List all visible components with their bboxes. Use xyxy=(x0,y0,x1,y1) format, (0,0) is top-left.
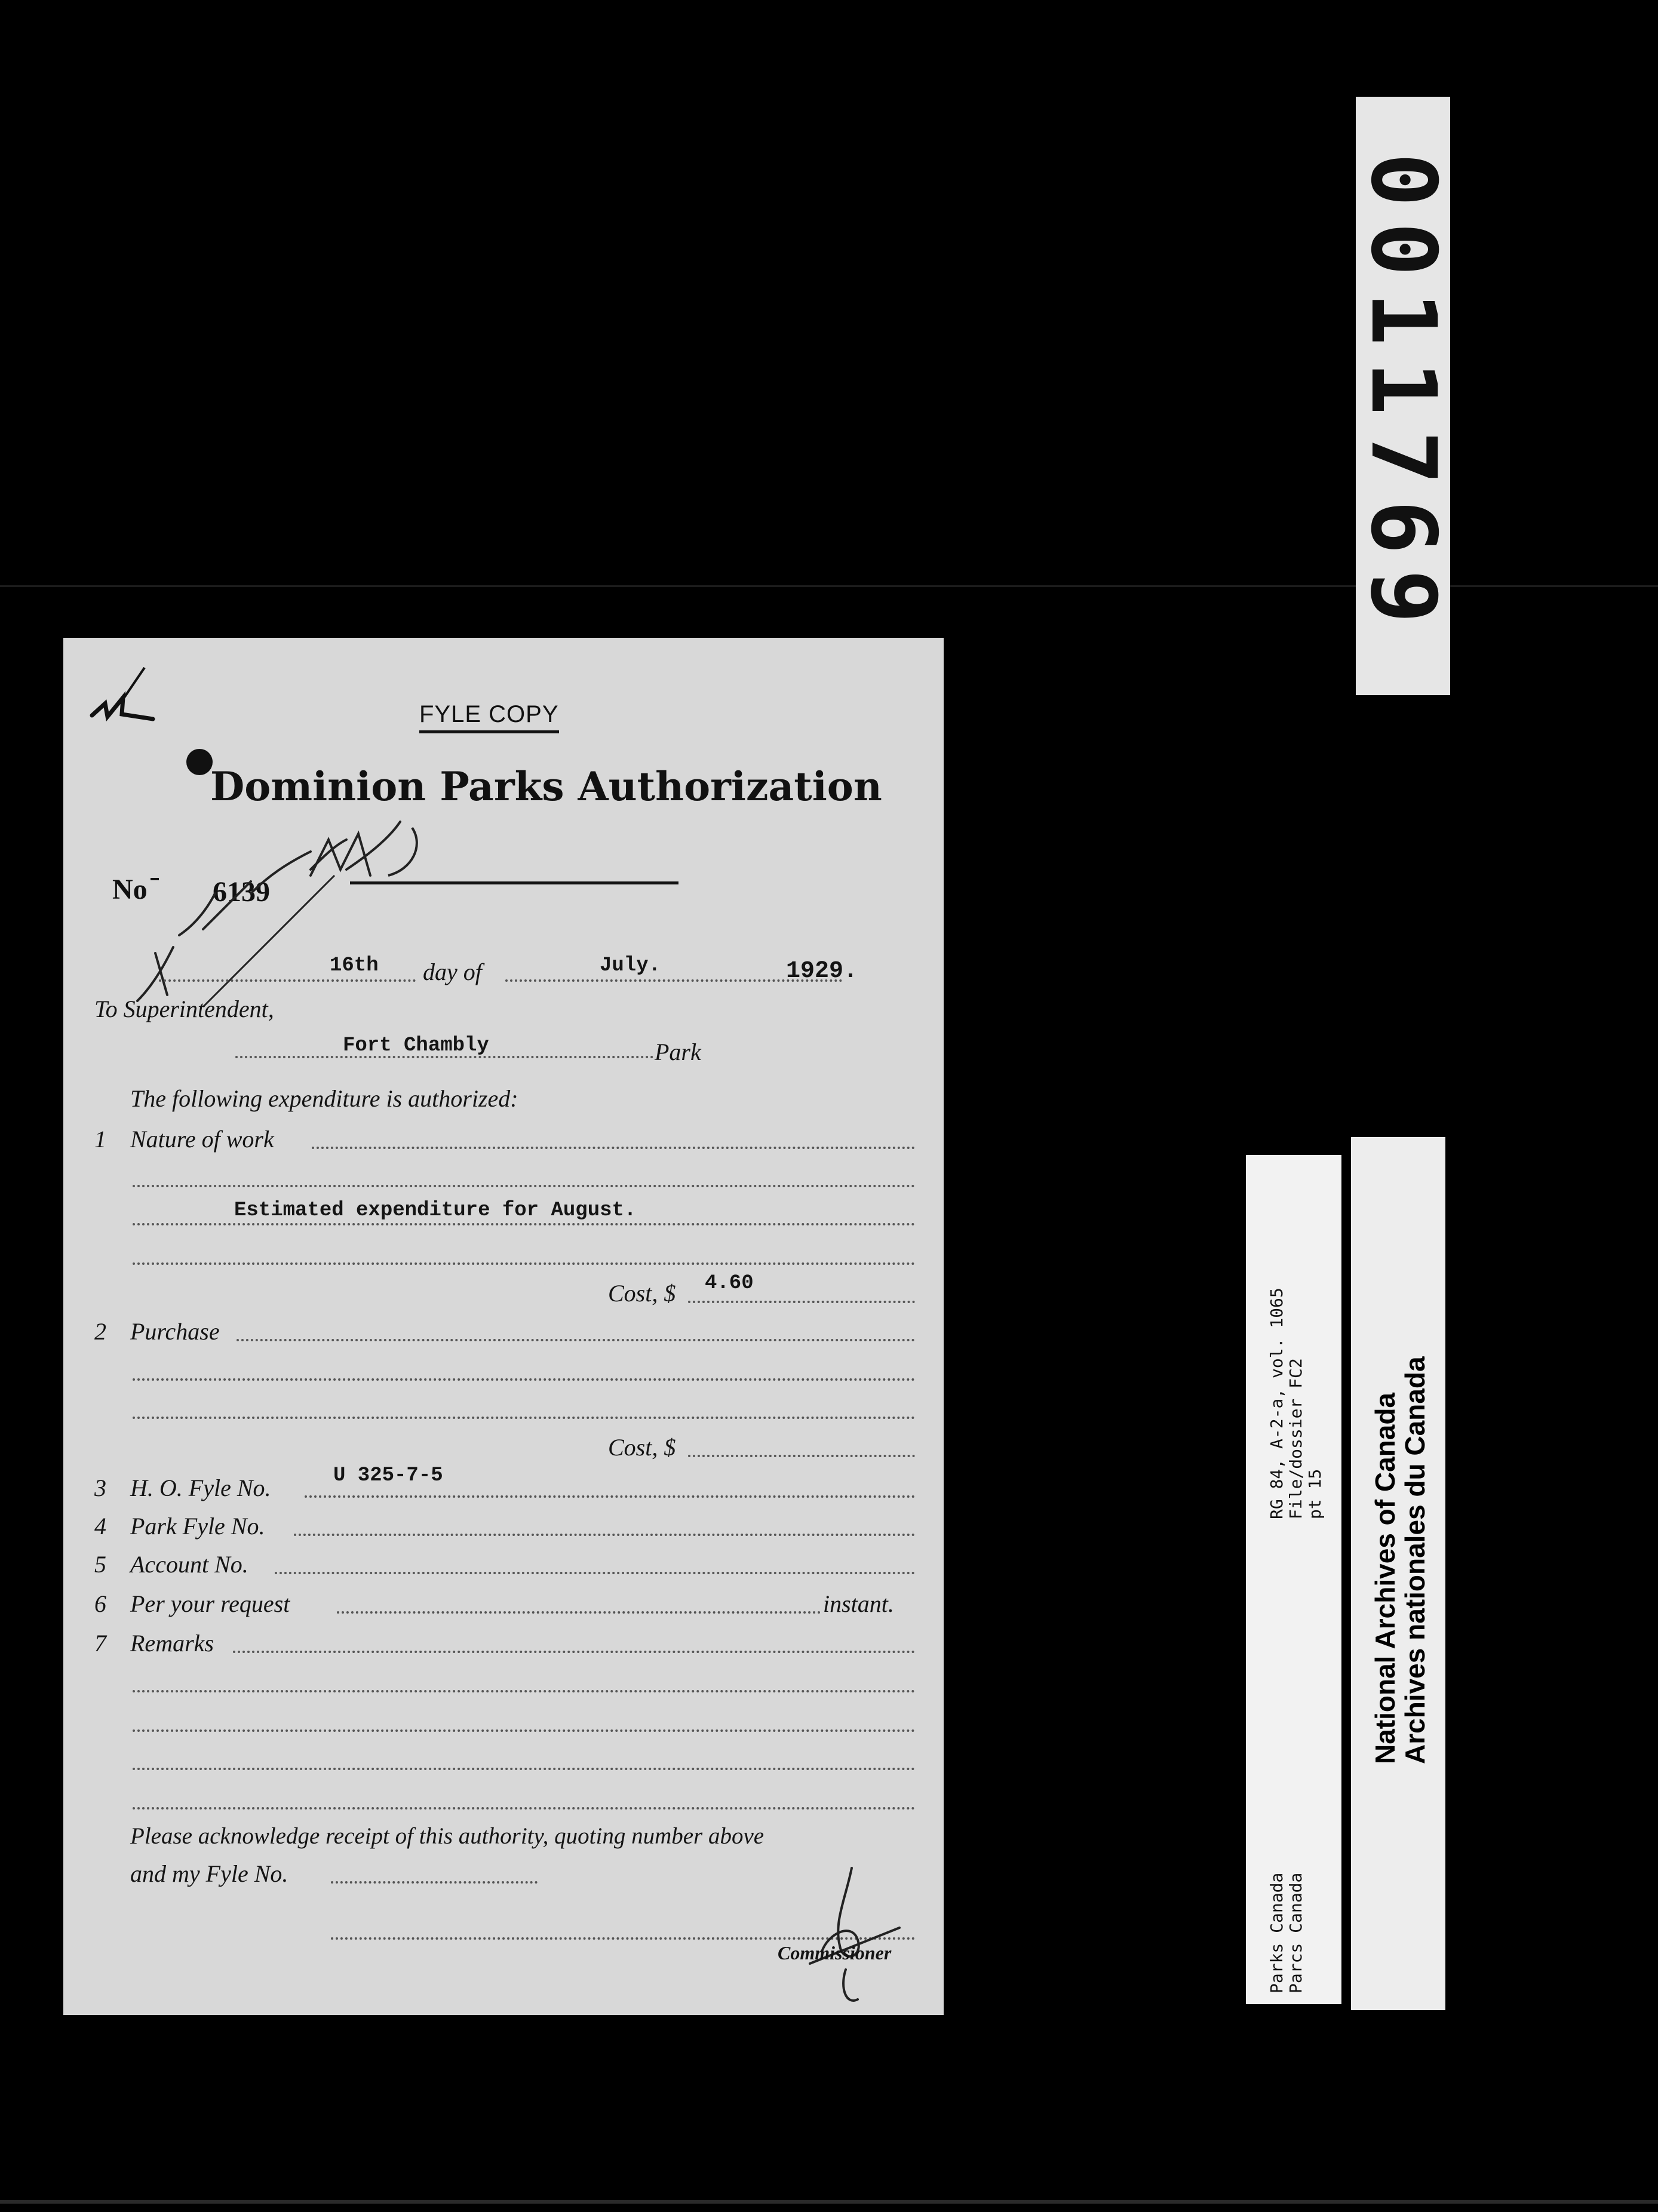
national-archives-french: Archives nationales du Canada xyxy=(1399,1356,1430,1764)
ho-fyle-number: U 325-7-5 xyxy=(333,1464,443,1487)
cost-line-2 xyxy=(688,1455,915,1457)
item-7-label: Remarks xyxy=(130,1630,214,1657)
form-title: Dominion Parks Authorization xyxy=(210,763,882,810)
remarks-line-3 xyxy=(133,1729,915,1732)
item-2-number: 2 xyxy=(94,1318,106,1345)
item-7-number: 7 xyxy=(94,1630,106,1657)
nature-line-4 xyxy=(133,1262,915,1265)
archive-reference-line-1: RG 84, A-2-a, vol. 1065 xyxy=(1267,1288,1287,1519)
national-archives-text xyxy=(1370,1356,1430,1764)
cost-label-1: Cost, $ xyxy=(608,1280,676,1307)
my-fyle-line xyxy=(331,1881,538,1884)
item-5-number: 5 xyxy=(94,1551,106,1578)
remarks-line-1 xyxy=(233,1651,915,1653)
ink-blot xyxy=(186,749,213,775)
date-month: July. xyxy=(600,954,661,977)
purchase-line-3 xyxy=(133,1417,915,1419)
acknowledge-line-2: and my Fyle No. xyxy=(130,1860,288,1887)
number-prefix: No xyxy=(112,874,148,905)
account-line xyxy=(275,1572,915,1574)
item-5-label: Account No. xyxy=(130,1551,248,1578)
scan-line-bottom xyxy=(0,2200,1658,2204)
commissioner-label: Commissioner xyxy=(778,1942,892,1964)
initial-mark-icon xyxy=(87,662,159,727)
park-label: Park xyxy=(655,1039,701,1065)
handwritten-addressee xyxy=(131,804,442,1019)
purchase-line-2 xyxy=(133,1378,915,1381)
purchase-line-1 xyxy=(237,1339,915,1341)
instant-label: instant. xyxy=(823,1590,894,1617)
organization-english: Parks Canada xyxy=(1267,1872,1287,1993)
to-superintendent: To Superintendent, xyxy=(94,996,274,1022)
acknowledge-line-1: Please acknowledge receipt of this authority, quoting number above xyxy=(130,1823,764,1849)
date-day: 16th xyxy=(330,954,379,977)
nature-line-3 xyxy=(133,1223,915,1225)
date-day-line xyxy=(159,979,416,982)
item-6-label: Per your request xyxy=(130,1590,290,1617)
date-year: 1929. xyxy=(786,958,858,985)
item-1-label: Nature of work xyxy=(130,1126,274,1153)
remarks-line-5 xyxy=(133,1807,915,1809)
organization-french: Parcs Canada xyxy=(1286,1872,1306,1993)
national-archives-label xyxy=(1351,1137,1445,2010)
authorization-form xyxy=(63,638,944,2015)
day-of-label: day of xyxy=(423,958,482,985)
item-1-number: 1 xyxy=(94,1126,106,1153)
commissioner-signature xyxy=(774,1862,917,2011)
nature-line-1 xyxy=(312,1147,915,1149)
archive-reference-block xyxy=(1267,1288,1325,1519)
park-name: Fort Chambly xyxy=(343,1034,489,1057)
nature-of-work-text: Estimated expenditure for August. xyxy=(234,1199,637,1222)
cost-label-2: Cost, $ xyxy=(608,1434,676,1461)
item-4-label: Park Fyle No. xyxy=(130,1513,265,1540)
item-2-label: Purchase xyxy=(130,1318,220,1345)
archive-reference-line-2: File/dossier FC2 xyxy=(1286,1358,1306,1519)
request-line xyxy=(337,1611,821,1614)
cost-value-1: 4.60 xyxy=(705,1272,754,1295)
authorization-number: 6139 xyxy=(213,876,270,908)
national-archives-english: National Archives of Canada xyxy=(1370,1392,1401,1764)
remarks-line-4 xyxy=(133,1768,915,1770)
remarks-line-2 xyxy=(133,1690,915,1692)
item-4-number: 4 xyxy=(94,1513,106,1540)
nature-line-2 xyxy=(133,1185,915,1187)
fyle-copy-stamp: FYLE COPY xyxy=(419,701,559,733)
park-fyle-line xyxy=(294,1534,915,1536)
frame-number: 0011769 xyxy=(1351,152,1455,640)
item-3-number: 3 xyxy=(94,1474,106,1501)
item-6-number: 6 xyxy=(94,1590,106,1617)
archive-reference-line-3: pt 15 xyxy=(1305,1468,1325,1519)
cost-line-1 xyxy=(688,1301,915,1303)
archive-organization-block xyxy=(1267,1873,1306,1993)
expenditure-intro: The following expenditure is authorized: xyxy=(130,1085,518,1112)
item-3-label: H. O. Fyle No. xyxy=(130,1474,271,1501)
ho-fyle-line xyxy=(305,1495,915,1498)
archive-reference-label xyxy=(1246,1155,1341,2004)
